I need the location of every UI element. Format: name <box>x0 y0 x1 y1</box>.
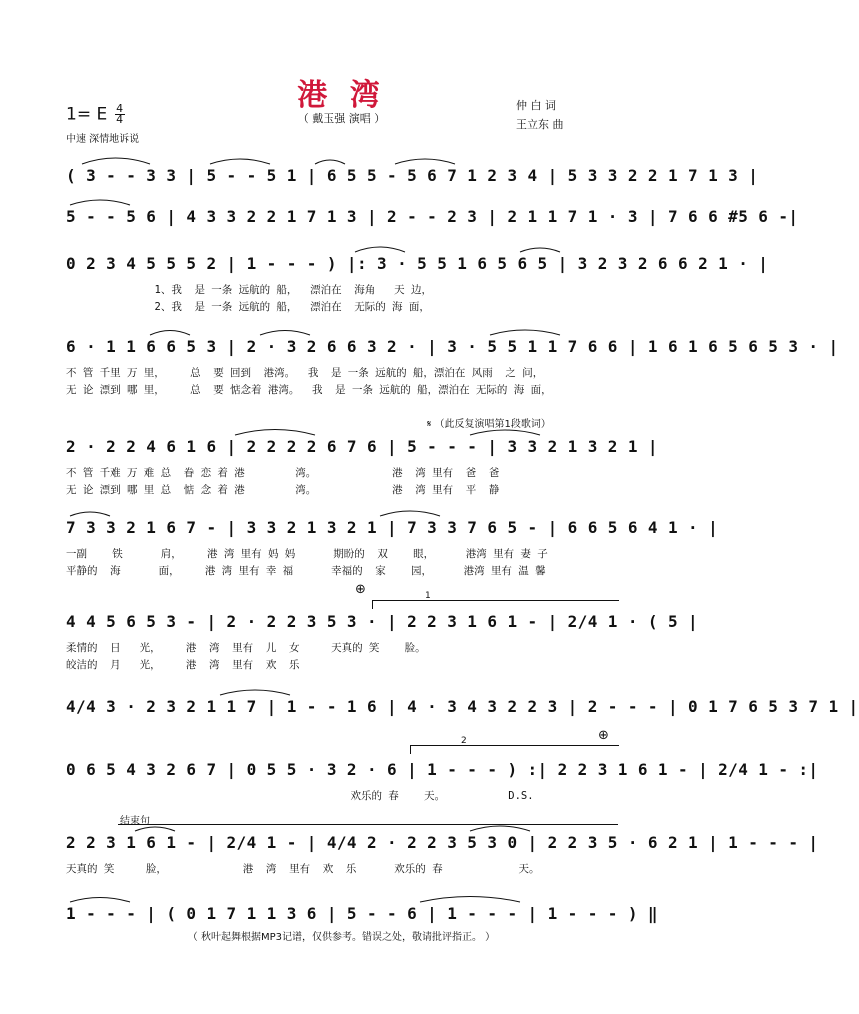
score-row-9 <box>66 760 819 804</box>
lyric-line: 无 论 漂到 哪 里， 总 要 惦念着 港湾。 我 是 一条 远航的 船，漂泊在 无际的 海 面， <box>66 384 552 396</box>
singer-line: （ 戴玉强 演唱 ） <box>297 112 386 125</box>
notes-line: 2 2 3 1 6 1 - | 2/4 1 - | 4/4 2 · 2 2 3 5 3 0 | 2 2 3 5 · 6 2 1 | 1 - - - | <box>66 833 819 852</box>
first-ending-bracket <box>372 591 619 609</box>
segno-instruction <box>427 415 551 430</box>
lyric-line: 不 管 千难 万 难 总 眷 恋 着 港 湾。 港 湾 里有 爸 爸 <box>66 467 500 479</box>
coda-icon: ⊕ <box>598 728 609 743</box>
lyric-line: 2、我 是 一条 远航的 船， 漂泊在 无际的 海 面， <box>66 301 430 313</box>
score-row-1 <box>66 166 759 190</box>
lyric-line: 天真的 笑 脸， 港 湾 里有 欢 乐 欢乐的 春 天。 <box>66 863 540 875</box>
transcription-footer: （ 秋叶起舞根据MP3记谱，仅供参考。错误之处，敬请批评指正。 ） <box>187 932 496 943</box>
score-row-6 <box>66 518 719 578</box>
slur-arc <box>355 247 405 252</box>
second-ending-number: 2 <box>461 736 467 746</box>
score-row-4 <box>66 337 839 397</box>
slur-arc <box>420 897 520 903</box>
tempo-marking: 中速 深情地诉说 <box>66 134 140 145</box>
ending-label: 结束句 <box>120 816 150 827</box>
first-ending-number: 1 <box>425 591 431 601</box>
notes-line: 7 3 3 2 1 6 7 - | 3 3 2 1 3 2 1 | 7 3 3 7 6 5 - | 6 6 5 6 4 1 · | <box>66 518 719 537</box>
slur-arc <box>220 690 290 695</box>
notes-line: 4/4 3 · 2 3 2 1 1 7 | 1 - - 1 6 | 4 · 3 4 3 2 2 3 | 2 - - - | 0 1 7 6 5 3 7 1 | <box>66 697 859 716</box>
lyric-line: 柔情的 日 光， 港 湾 里有 儿 女 天真的 笑 脸。 <box>66 642 426 654</box>
score-row-2 <box>66 207 799 231</box>
score-row-8 <box>66 697 859 721</box>
notes-line: 2 · 2 2 4 6 1 6 | 2 2 2 2 6 7 6 | 5 - - - | 3 3 2 1 3 2 1 | <box>66 437 658 456</box>
key-label: 1= E <box>66 104 108 125</box>
song-title: 港 湾 <box>297 78 386 113</box>
lyric-line: 1、我 是 一条 远航的 船， 漂泊在 海角 天 边， <box>66 284 433 296</box>
score-row-10 <box>66 833 819 877</box>
slur-arc <box>490 330 560 335</box>
slur-arc <box>520 248 560 252</box>
slur-arc <box>470 430 540 435</box>
ending-line <box>118 824 618 833</box>
score-row-7 <box>66 612 699 672</box>
notes-line: 4 4 5 6 5 3 - | 2 · 2 2 3 5 3 · | 2 2 3 1 6 1 - | 2/4 1 · ( 5 | <box>66 612 699 631</box>
notes-line: 6 · 1 1 6 6 5 3 | 2 · 3 2 6 6 3 2 · | 3 · 5 5 1 1 7 6 6 | 1 6 1 6 5 6 5 3 · | <box>66 337 839 356</box>
slur-arc <box>70 512 110 516</box>
coda-icon: ⊕ <box>355 582 366 597</box>
slur-arc <box>82 158 150 164</box>
slur-arc <box>235 430 315 436</box>
lyric-line: 欢乐的 春 天。 D.S. <box>66 790 534 802</box>
notes-line: 5 - - 5 6 | 4 3 3 2 2 1 7 1 3 | 2 - - 2 3 | 2 1 1 7 1 · 3 | 7 6 6 #5 6 -| <box>66 207 799 226</box>
slur-arc <box>380 511 440 516</box>
slur-arc <box>70 200 130 205</box>
key-signature <box>66 104 125 125</box>
notes-line: 0 2 3 4 5 5 5 2 | 1 - - - ) |: 3 · 5 5 1 6 5 6 5 | 3 2 3 2 6 6 2 1 · | <box>66 254 769 273</box>
segno-text: （此反复演唱第1段歌词） <box>434 419 551 430</box>
slur-arc <box>150 331 190 336</box>
lyric-line: 无 论 漂到 哪 里 总 惦 念 着 港 湾。 港 湾 里有 平 静 <box>66 484 500 496</box>
time-signature <box>115 104 125 125</box>
slur-arc <box>315 160 345 164</box>
notes-line: 1 - - - | ( 0 1 7 1 1 3 6 | 5 - - 6 | 1 - - - | 1 - - - ) ‖ <box>66 904 658 923</box>
notes-line: ( 3 - - 3 3 | 5 - - 5 1 | 6 5 5 - 5 6 7 1 2 3 4 | 5 3 3 2 2 1 7 1 3 | <box>66 166 759 185</box>
second-ending-bracket <box>410 736 619 754</box>
segno-icon: 𝄋 <box>427 419 432 430</box>
score-row-11 <box>66 904 658 928</box>
time-sig-numerator: 4 <box>116 102 124 115</box>
lyric-line: 皎洁的 月 光， 港 湾 里有 欢 乐 <box>66 659 300 671</box>
slur-arc <box>210 159 270 164</box>
lyric-line: 一副 铁 肩， 港 湾 里有 妈 妈 期盼的 双 眼， 港湾 里有 妻 子 <box>66 548 548 560</box>
composer-credit: 王立东 曲 <box>516 118 564 131</box>
notes-line: 0 6 5 4 3 2 6 7 | 0 5 5 · 3 2 · 6 | 1 - - - ) :| 2 2 3 1 6 1 - | 2/4 1 - :| <box>66 760 819 779</box>
lyric-line: 不 管 千里 万 里， 总 要 回到 港湾。 我 是 一条 远航的 船，漂泊在 风雨 之 问， <box>66 367 544 379</box>
score-row-3 <box>66 254 769 314</box>
score-row-5 <box>66 437 658 497</box>
lyric-line: 平静的 海 面， 港 湾 里有 幸 福 幸福的 家 园， 港湾 里有 温 馨 <box>66 565 546 577</box>
slur-arc <box>395 159 455 164</box>
time-sig-denominator: 4 <box>116 113 124 126</box>
lyricist-credit: 仲 白 词 <box>516 99 556 112</box>
slur-arc <box>260 331 310 336</box>
slur-arc <box>70 898 130 903</box>
